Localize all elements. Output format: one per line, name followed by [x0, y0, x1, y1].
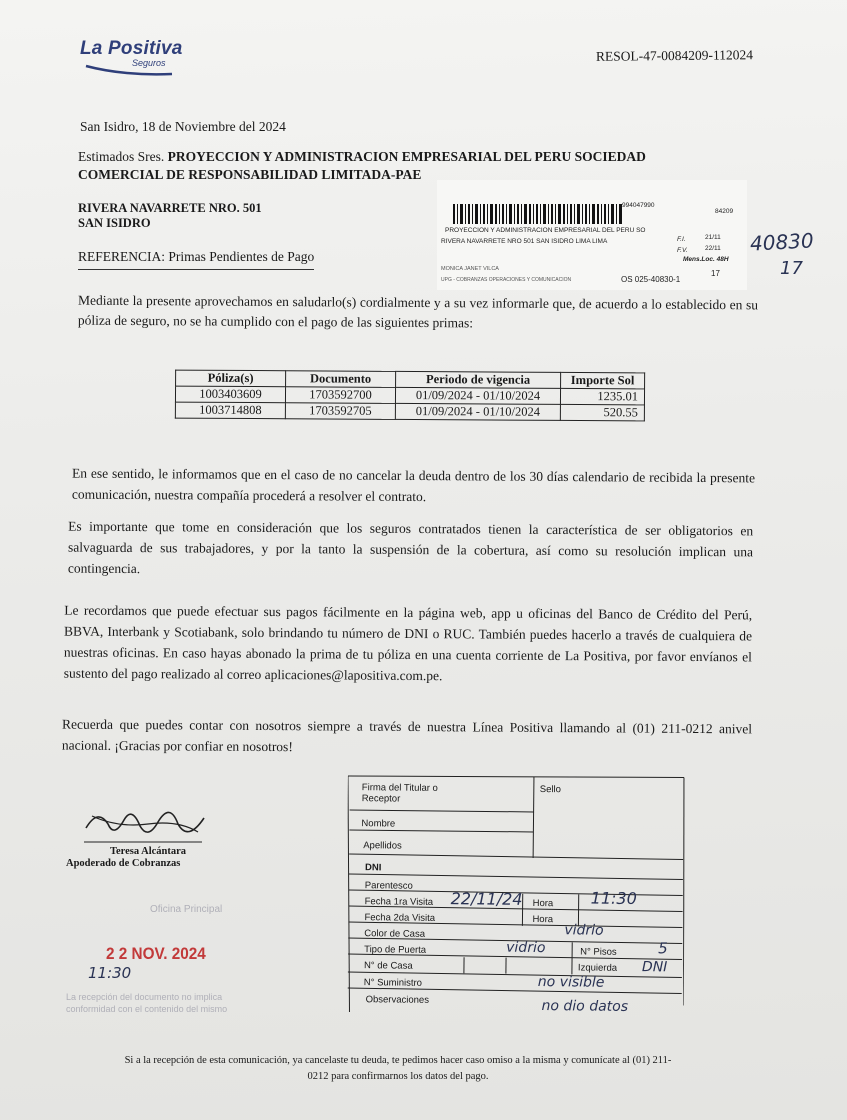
label-os-number: 17 [711, 269, 720, 278]
signer-name: Teresa Alcántara [109, 846, 187, 857]
table-header: Documento [286, 371, 396, 388]
signer-role: Apoderado de Cobranzas [66, 858, 181, 869]
form-label-hour-2: Hora [532, 913, 554, 926]
label-fi-value: 21/11 [705, 234, 721, 241]
form-label-seal: Sello [539, 784, 562, 796]
address-line-2: SAN ISIDRO [78, 216, 151, 230]
label-code: 84209 [715, 208, 734, 215]
label-fi: F.I. [677, 236, 686, 243]
footer-note: Si a la recepción de esta comunicación, ya cancelaste tu deuda, te pedimos hacer caso omiso a la misma y comunícate al (01) 211-0212 para confirmarnos los datos del pago. [124, 1055, 672, 1082]
paragraph-deadline: En ese sentido, le informamos que en el caso de no cancelar la deuda dentro de los 30 días calendario de recibida la presente comunicación, nuestra compañía procederá a resolver el contrato. [71, 465, 756, 505]
form-label-dni: DNI [364, 862, 382, 874]
table-cell: 1003403609 [175, 386, 285, 403]
logo-swoosh-icon [84, 62, 174, 78]
label-mens: Mens.Loc. 48H [683, 256, 729, 263]
reception-stamp [58, 886, 268, 1021]
stamp-note-1: La recepción del documento no implica [66, 992, 223, 1002]
table-header: Periodo de vigencia [396, 371, 561, 388]
intro-paragraph: Mediante la presente aprovechamos en saludarlo(s) cordialmente y a su vez informarle que, de acuerdo a lo establecido en su póliza de seguro, no se ha cumplido con el pago de las siguientes primas: [77, 292, 759, 331]
label-fv-value: 22/11 [705, 245, 721, 252]
form-hand-left: DNI [641, 959, 668, 976]
reference-line: REFERENCIA: Primas Pendientes de Pago [78, 247, 314, 270]
stamp-date: 2 2 NOV. 2024 [106, 944, 206, 963]
handwritten-number: 40830 [749, 228, 815, 256]
label-os: OS 025-40830-1 [621, 275, 681, 284]
form-label-supply: N° Suministro [363, 977, 423, 989]
address-line-1: RIVERA NAVARRETE NRO. 501 [78, 201, 262, 215]
form-label-house-color: Color de Casa [364, 928, 426, 940]
form-label-signature: Firma del Titular o Receptor [361, 782, 438, 805]
form-label-name: Nombre [361, 818, 396, 830]
form-label-first-visit: Fecha 1ra Visita [364, 896, 434, 908]
stamp-office: Oficina Principal [150, 904, 223, 915]
table-cell: 520.55 [560, 404, 644, 421]
company-logo: La Positiva [80, 38, 183, 59]
form-label-hour-1: Hora [532, 897, 554, 910]
table-cell: 1235.01 [560, 388, 644, 405]
table-header: Póliza(s) [176, 370, 286, 387]
signature-icon [78, 798, 208, 846]
form-label-left: Izquierda [577, 962, 618, 974]
paragraph-contact: Recuerda que puedes contar con nosotros siempre a través de nuestra Línea Positiva llamando al (01) 211-0212 anivel nacional. ¡Gracias por confiar en nosotros! [61, 716, 753, 755]
form-label-floors: N° Pisos [580, 946, 617, 958]
addressee-block [78, 148, 728, 184]
letter-date: San Isidro, 18 de Noviembre del 2024 [80, 119, 286, 134]
addressee-name: PROYECCION Y ADMINISTRACION EMPRESARIAL DEL PERU SOCIEDAD COMERCIAL DE RESPONSABILIDAD LIMITADA-PAE [78, 149, 646, 182]
premiums-table [175, 370, 645, 422]
form-hand-house-color: vidrio [564, 922, 604, 939]
form-hand-supply: no visible [537, 973, 605, 991]
greeting-prefix: Estimados Sres. [78, 149, 165, 164]
label-dept: UPG - COBRANZAS OPERACIONES Y COMUNICACION [441, 277, 572, 283]
table-cell: 01/09/2024 - 01/10/2024 [395, 403, 560, 420]
form-hand-observations: no dio datos [541, 998, 629, 1015]
label-line-1: PROYECCION Y ADMINISTRACION EMPRESARIAL DEL PERU SO [445, 227, 646, 234]
form-hand-floors: 5 [658, 939, 668, 958]
resolution-code: RESOL-47-0084209-112024 [595, 47, 754, 64]
label-fv: F.V. [677, 247, 688, 254]
table-cell: 1703592705 [285, 403, 395, 420]
table-cell: 01/09/2024 - 01/10/2024 [395, 387, 560, 404]
stamp-handwritten-time: 11:30 [88, 964, 132, 982]
form-hand-door-type: vidrio [506, 939, 546, 957]
label-person: MONICA JANET VILCA [441, 266, 499, 272]
courier-label [437, 180, 747, 290]
form-label-house-number: N° de Casa [363, 960, 413, 972]
table-cell: 1703592700 [285, 387, 395, 404]
barcode-number: 994047990 [622, 202, 655, 209]
table-row [175, 402, 644, 421]
form-label-observations: Observaciones [365, 994, 430, 1006]
reception-form [345, 772, 686, 1026]
table-header: Importe Sol [561, 372, 645, 389]
paragraph-importance: Es importante que tome en consideración que los seguros contratados tienen la característica de ser obligatorios en salvaguarda de sus trabajadores, y por la tanto la suspensión de la cobertura, así como su resolución implican una contingencia. [67, 518, 754, 577]
company-logo-sub: Seguros [132, 58, 166, 68]
form-label-surname: Apellidos [363, 840, 402, 852]
form-label-relation: Parentesco [364, 880, 413, 892]
paragraph-payment-channels: Le recordamos que puede efectuar sus pagos fácilmente en la página web, app u oficinas del Banco de Crédito del Perú, BBVA, Interbank y Scotiabank, solo brindando tu número de DNI o RUC. También puedes hacerlo a través de cualquiera de nuestras oficinas. En caso hayas abonado la prima de tu póliza en una cuenta corriente de La Positiva, por favor envíanos el sustento del pago realizado al correo aplicaciones@lapositiva.com.pe. [63, 602, 753, 684]
table-cell: 1003714808 [175, 402, 285, 419]
handwritten-number-2: 17 [780, 258, 803, 279]
form-label-second-visit: Fecha 2da Visita [364, 912, 436, 924]
barcode-icon [453, 204, 623, 224]
form-label-door-type: Tipo de Puerta [364, 944, 427, 956]
stamp-note-2: conformidad con el contenido del mismo [66, 1004, 228, 1014]
form-hand-first-visit-date: 22/11/24 [450, 889, 523, 909]
label-line-2: RIVERA NAVARRETE NRO 501 SAN ISIDRO LIMA LIMA [441, 238, 608, 245]
form-hand-first-visit-hour: 11:30 [590, 888, 637, 909]
